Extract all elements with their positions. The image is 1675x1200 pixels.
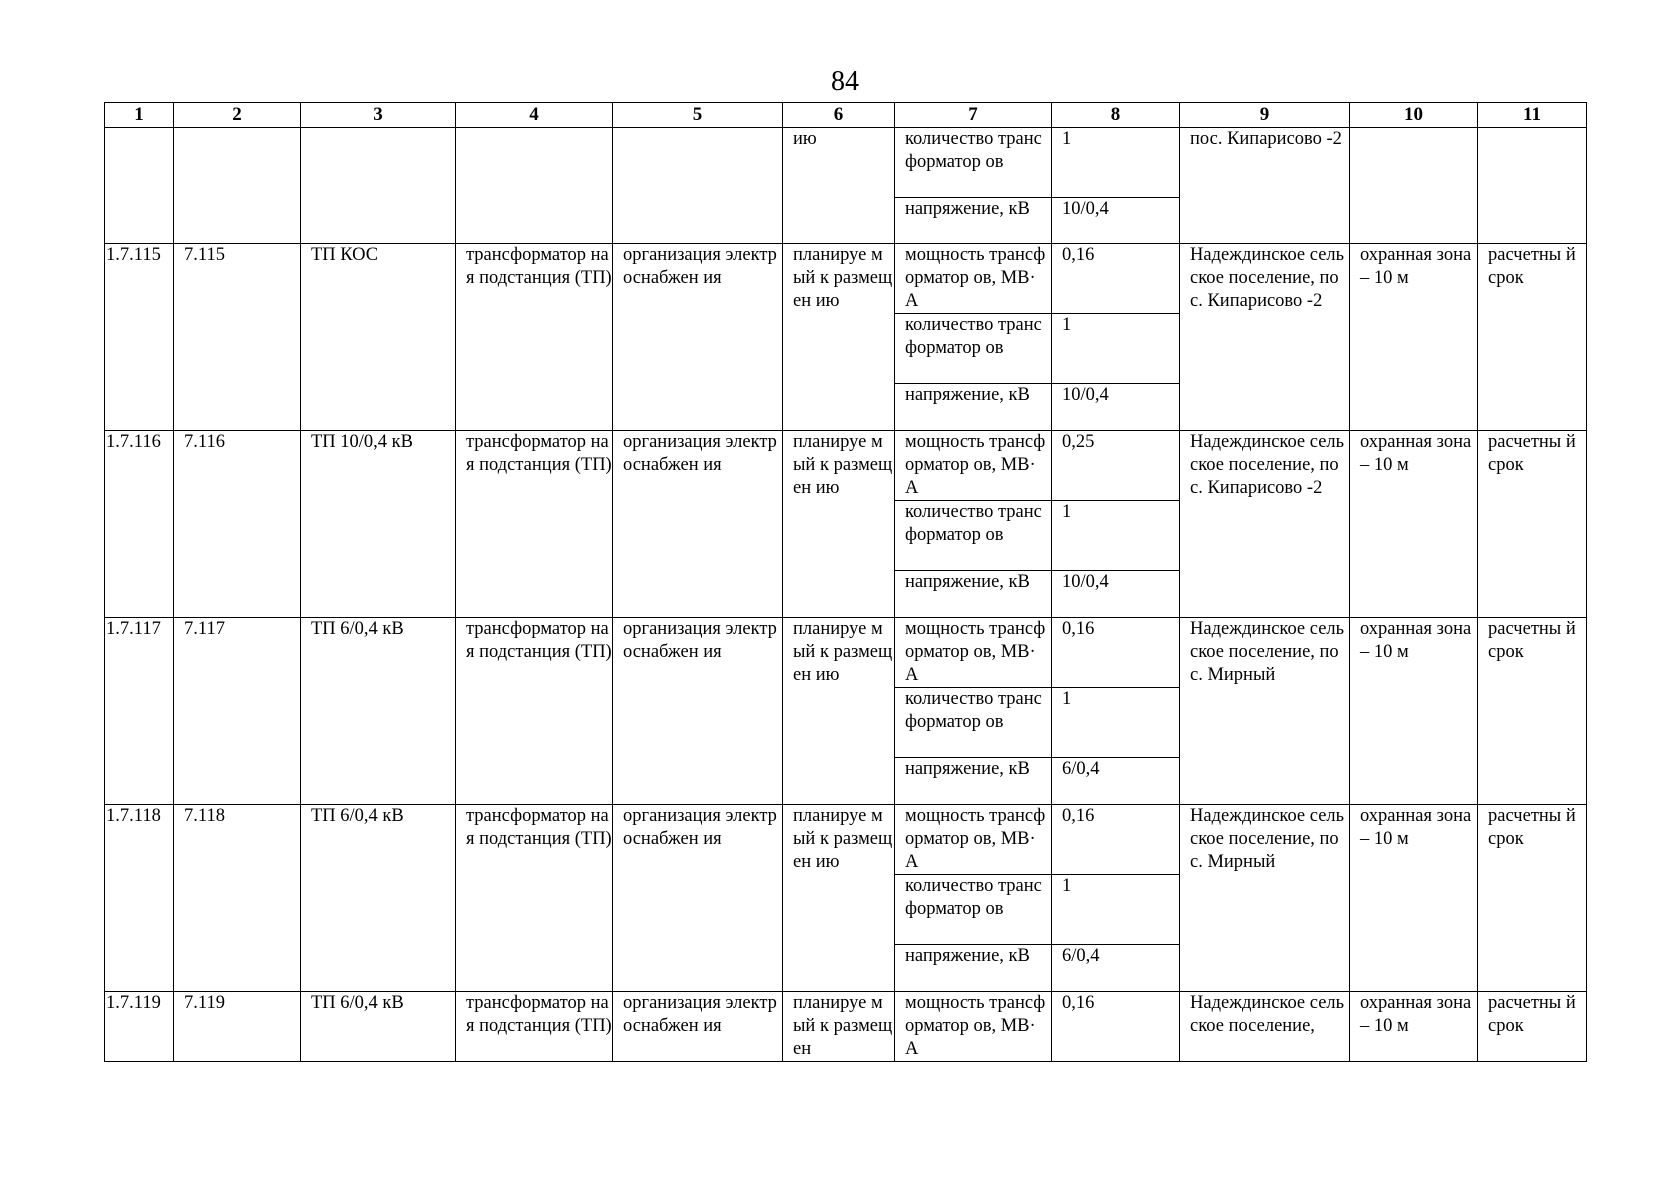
- table-row: [105, 128, 1587, 198]
- cell-param-name: мощность трансформатор ов, МВ·А: [895, 618, 1052, 688]
- cell-location: Надеждинское сельское поселение, пос. Кипарисово -2: [1180, 244, 1350, 431]
- cell-type: трансформатор ная подстанция (ТП): [456, 618, 613, 805]
- cell-num: 1.7.119: [105, 992, 174, 1062]
- cell-num: 1.7.116: [105, 431, 174, 618]
- cell-type: трансформатор ная подстанция (ТП): [456, 244, 613, 431]
- cell-name: ТП 6/0,4 кВ: [301, 618, 456, 805]
- cell-name: ТП 10/0,4 кВ: [301, 431, 456, 618]
- cell-name: ТП 6/0,4 кВ: [301, 805, 456, 992]
- cell-num: 1.7.115: [105, 244, 174, 431]
- cell-purpose: организация электроснабжен ия: [613, 244, 783, 431]
- cell-status: планируе мый к размещен ию: [783, 618, 895, 805]
- cell-name: ТП КОС: [301, 244, 456, 431]
- header-cell: 9: [1180, 103, 1350, 128]
- cell-param-name: количество трансформатор ов: [895, 875, 1052, 945]
- cell-code: 7.118: [174, 805, 301, 992]
- cell-zone: охранная зона – 10 м: [1350, 244, 1478, 431]
- cell-zone: охранная зона – 10 м: [1350, 618, 1478, 805]
- header-cell: 1: [105, 103, 174, 128]
- table-row: [105, 244, 1587, 314]
- cell-param-value: 0,16: [1052, 244, 1180, 314]
- cell-param-name: количество трансформатор ов: [895, 128, 1052, 198]
- cell-param-value: 10/0,4: [1052, 571, 1180, 618]
- cell-param-value: 1: [1052, 314, 1180, 384]
- table-row: [105, 618, 1587, 688]
- cell-param-value: 0,16: [1052, 618, 1180, 688]
- table-row: [105, 992, 1587, 1062]
- cell-param-value: 1: [1052, 501, 1180, 571]
- table-row: [105, 805, 1587, 875]
- cell-term: расчетны й срок: [1478, 992, 1587, 1062]
- cell-term: расчетны й срок: [1478, 805, 1587, 992]
- header-cell: 8: [1052, 103, 1180, 128]
- cell-num: 1.7.118: [105, 805, 174, 992]
- header-cell: 3: [301, 103, 456, 128]
- header-cell: 4: [456, 103, 613, 128]
- cell-type: [456, 128, 613, 244]
- page-number: 84: [831, 66, 859, 97]
- cell-param-name: мощность трансформатор ов, МВ·А: [895, 992, 1052, 1062]
- header-row: [105, 103, 1587, 128]
- header-cell: 7: [895, 103, 1052, 128]
- cell-purpose: организация электроснабжен ия: [613, 618, 783, 805]
- cell-code: 7.115: [174, 244, 301, 431]
- cell-purpose: организация электроснабжен ия: [613, 992, 783, 1062]
- cell-status: планируе мый к размещен ию: [783, 431, 895, 618]
- cell-zone: охранная зона – 10 м: [1350, 431, 1478, 618]
- header-cell: 5: [613, 103, 783, 128]
- cell-param-value: 0,16: [1052, 805, 1180, 875]
- cell-location: пос. Кипарисово -2: [1180, 128, 1350, 244]
- cell-purpose: организация электроснабжен ия: [613, 431, 783, 618]
- cell-param-value: 1: [1052, 128, 1180, 198]
- cell-name: ТП 6/0,4 кВ: [301, 992, 456, 1062]
- cell-param-value: 1: [1052, 875, 1180, 945]
- cell-status: планируе мый к размещен: [783, 992, 895, 1062]
- cell-param-name: количество трансформатор ов: [895, 688, 1052, 758]
- cell-param-name: напряжение, кВ: [895, 758, 1052, 805]
- cell-param-name: количество трансформатор ов: [895, 314, 1052, 384]
- cell-param-value: 6/0,4: [1052, 758, 1180, 805]
- cell-zone: охранная зона – 10 м: [1350, 992, 1478, 1062]
- cell-param-name: напряжение, кВ: [895, 384, 1052, 431]
- cell-status: планируе мый к размещен ию: [783, 244, 895, 431]
- cell-type: трансформатор ная подстанция (ТП): [456, 992, 613, 1062]
- cell-num: 1.7.117: [105, 618, 174, 805]
- cell-type: трансформатор ная подстанция (ТП): [456, 431, 613, 618]
- cell-term: расчетны й срок: [1478, 618, 1587, 805]
- header-cell: 6: [783, 103, 895, 128]
- cell-num: [105, 128, 174, 244]
- cell-zone: [1350, 128, 1478, 244]
- cell-param-name: напряжение, кВ: [895, 198, 1052, 244]
- cell-name: [301, 128, 456, 244]
- cell-purpose: [613, 128, 783, 244]
- cell-param-name: мощность трансформатор ов, МВ·А: [895, 805, 1052, 875]
- cell-param-value: 0,16: [1052, 992, 1180, 1062]
- cell-code: 7.117: [174, 618, 301, 805]
- cell-code: 7.116: [174, 431, 301, 618]
- cell-param-name: мощность трансформатор ов, МВ·А: [895, 244, 1052, 314]
- header-cell: 10: [1350, 103, 1478, 128]
- cell-term: расчетны й срок: [1478, 244, 1587, 431]
- table-row: [105, 431, 1587, 501]
- cell-code: [174, 128, 301, 244]
- cell-location: Надеждинское сельское поселение, пос. Мирный: [1180, 805, 1350, 992]
- cell-type: трансформатор ная подстанция (ТП): [456, 805, 613, 992]
- cell-param-value: 1: [1052, 688, 1180, 758]
- cell-zone: охранная зона – 10 м: [1350, 805, 1478, 992]
- cell-param-name: количество трансформатор ов: [895, 501, 1052, 571]
- header-cell: 11: [1478, 103, 1587, 128]
- header-cell: 2: [174, 103, 301, 128]
- cell-param-value: 10/0,4: [1052, 198, 1180, 244]
- cell-term: расчетны й срок: [1478, 431, 1587, 618]
- cell-code: 7.119: [174, 992, 301, 1062]
- cell-status: ию: [783, 128, 895, 244]
- cell-term: [1478, 128, 1587, 244]
- cell-location: Надеждинское сельское поселение, пос. Мирный: [1180, 618, 1350, 805]
- cell-param-name: напряжение, кВ: [895, 945, 1052, 992]
- infrastructure-table: [104, 102, 1587, 1062]
- cell-param-value: 0,25: [1052, 431, 1180, 501]
- cell-purpose: организация электроснабжен ия: [613, 805, 783, 992]
- cell-location: Надеждинское сельское поселение, пос. Кипарисово -2: [1180, 431, 1350, 618]
- cell-param-name: мощность трансформатор ов, МВ·А: [895, 431, 1052, 501]
- cell-param-value: 6/0,4: [1052, 945, 1180, 992]
- cell-location: Надеждинское сельское поселение,: [1180, 992, 1350, 1062]
- cell-param-name: напряжение, кВ: [895, 571, 1052, 618]
- cell-status: планируе мый к размещен ию: [783, 805, 895, 992]
- cell-param-value: 10/0,4: [1052, 384, 1180, 431]
